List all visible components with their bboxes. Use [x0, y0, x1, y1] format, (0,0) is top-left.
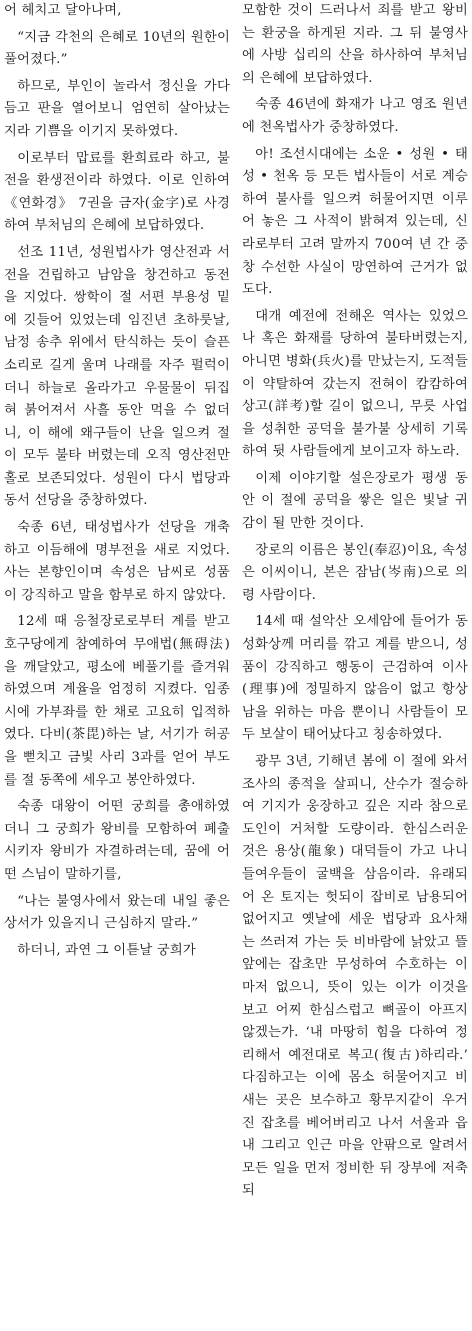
paragraph: 하므로, 부인이 놀라서 정신을 가다듬고 판을 열어보니 엄연히 살아났는 지라 기쁨을 이기지 못하였다. — [4, 78, 230, 139]
paragraph: 숙종 46년에 화재가 나고 영조 원년에 천옥법사가 중창하였다. — [242, 97, 468, 135]
paragraph: 장로의 이름은 봉인(奉忍)이요, 속성은 이씨이니, 본은 잠남(岑南)으로 의령 사람이다. — [242, 542, 468, 603]
paragraph: 하더니, 과연 그 이튿날 궁희가 — [17, 942, 196, 958]
paragraph: 이로부터 맙료를 환희료라 하고, 불전을 환생전이라 하였다. 이로 인하여 《연화경》 7권을 금자(金字)로 사경하여 부처님의 은혜에 보답하였다. — [4, 150, 230, 234]
paragraph: 선조 11년, 성원법사가 영산전과 서전을 건립하고 남암을 창건하고 동전을 지었다. 쌍학이 절 서편 부용성 밑에 깃들어 있었는데 임진년 초하룻날, 남정 송추 위에서 탄식하는 듯이 슬픈 소리로 길게 울며 나래를 자주 펄럭이더니 하늘로 올라가고 우물물이 뒤집혀 붉어져서 사흘 동안 먹을 수 없더니, 이 해에 왜구들이 난을 일으켜 절이 모두 불타 버렸는데 오직 영산전만 홀로 보존되었다. 성원이 다시 법당과 동서 선당을 중창하였다. — [4, 244, 230, 509]
left-text-column — [4, 0, 230, 1331]
paragraph: 14세 때 설악산 오세암에 들어가 동성화상께 머리를 깎고 계를 받으니, 성품이 강직하고 행동이 근검하여 이사(理事)에 정밀하지 않음이 없고 항상 남을 위하는 마음 뿐이니 사람들이 모두 보살이 태어났다고 칭송하였다. — [242, 614, 468, 743]
paragraph: 숙종 6년, 태성법사가 선당을 개축하고 이듬해에 명부전을 새로 지었다. 사는 본향인이며 속성은 남씨로 성품이 강직하고 말을 함부로 하지 않았다. — [4, 520, 230, 603]
paragraph: 12세 때 응철장로로부터 계를 받고 호구당에게 참예하여 무애법(無碍法)을 깨달았고, 평소에 베풀기를 즐겨워 하였으며 계율을 엄정히 지켰다. 임종시에 가부좌를 한 채로 고요히 입적하였다. 다비(茶毘)하는 날, 서기가 허공을 뻗치고 금빛 사리 3과를 얻어 부도를 절 동쪽에 세우고 봉안하였다. — [4, 614, 230, 788]
paragraph: 이제 이야기할 설은장로가 평생 동안 이 절에 공덕을 쌓은 일은 빛날 귀감이 될 만한 것이다. — [242, 470, 468, 532]
paragraph: “나는 불영사에서 왔는데 내일 좋은 상서가 있을지니 근심하지 말라.” — [4, 893, 230, 932]
right-text-column — [242, 0, 468, 1331]
paragraph: “지금 각천의 은혜로 10년의 원한이 풀어졌다.” — [4, 29, 230, 68]
paragraph: 숙종 대왕이 어떤 궁희를 총애하였더니 그 궁희가 왕비를 모함하여 폐출시키자 왕비가 자결하려는데, 꿈에 어떤 스님이 말하기를, — [4, 799, 230, 882]
paragraph: 대개 예전에 전해온 역사는 있었으나 혹은 화재를 당하여 불타버렸는지, 아니면 병화(兵火)를 만났는지, 도적들이 약탈하여 갔는지 전혀이 캄캄하여 상고(詳考)할 길이 없으니, 무릇 사업을 성취한 공덕을 불가불 상세히 기록하여 뒷 사람들에게 보이고자 하노라. — [242, 308, 468, 460]
paragraph: 광무 3년, 기해년 봄에 이 절에 와서 조사의 종적을 살피니, 산수가 절승하여 기지가 웅장하고 깊은 지라 참으로 도인이 거처할 도량이라. 한심스러운 것은 용상(龍象) 대덕들이 가고 나니 들여우들이 굴백을 삼음이라. 유래되어 온 토지는 헛되이 잡비로 남용되어 없어지고 옛날에 세운 법당과 요사채는 쓰러져 가는 듯 비바람에 낡았고 뜰앞에는 잡초만 무성하여 수호하는 이 마저 없으니, 뜻이 있는 이가 이것을 보고 어찌 한심스럽고 뼈골이 아프지 않겠는가. ‘내 마땅히 힘을 다하여 정리해서 예전대로 복고(復古)하리라.’ 다짐하고는 이에 몸소 허물어지고 비 새는 곳은 보수하고 황무지같이 우거진 잡초를 베어버리고 나서 서울과 읍내 그리고 인근 마을 안팎으로 알려서 모든 일을 먼저 정비한 뒤 장부에 저축되 — [242, 754, 468, 1199]
paragraph: 모함한 것이 드러나서 죄를 받고 왕비는 환궁을 하게된 지라. 그 뒤 불영사에 사방 십리의 산을 하사하여 부처님의 은혜에 보답하였다. — [242, 3, 468, 86]
paragraph: 어 헤치고 달아나며, — [4, 3, 122, 18]
paragraph: 아! 조선시대에는 소운 • 성원 • 태성 • 천옥 등 모든 법사들이 서로 계승하여 불사를 일으켜 허물어지면 이루어 놓은 그 사적이 밝혀져 있는데, 신라로부터 고려 말까지 700여 년 간 중창 수선한 사실이 망연하여 근거가 없도다. — [242, 146, 468, 298]
